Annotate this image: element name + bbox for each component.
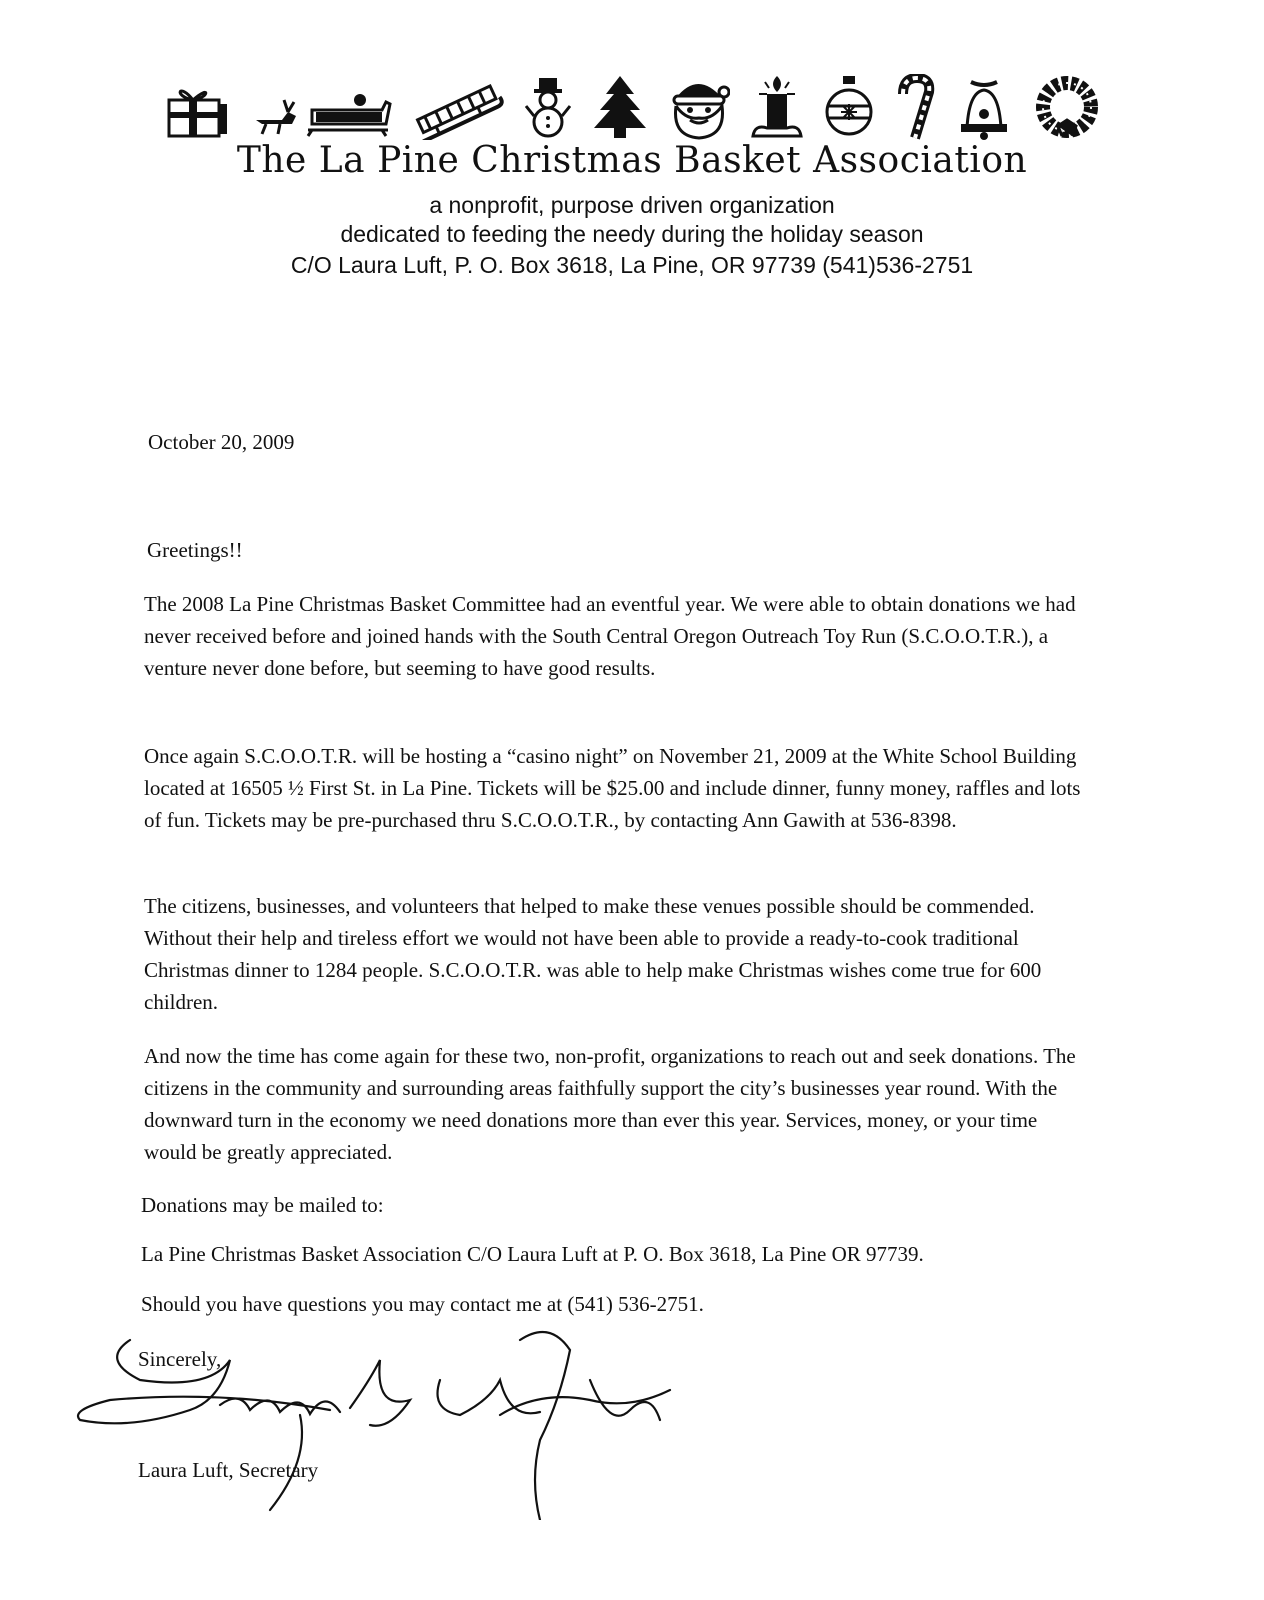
paragraph-casino-night: Once again S.C.O.O.T.R. will be hosting a “casino night” on November 21, 2009 at the White School Building located at 16505 ½ First St. in La Pine. Tickets will be $25.00 and include dinner, funny money, raffles and lots of fun. Tickets may be pre-purchased thru S.C.O.O.T.R., by contacting Ann Gawith at 536-8398. xyxy=(144,744,1081,832)
signer-name-title: Laura Luft, Secretary xyxy=(138,1458,319,1482)
donations-mail-address: La Pine Christmas Basket Association C/O Laura Luft at P. O. Box 3618, La Pine OR 97739. xyxy=(141,1242,924,1266)
sled-icon xyxy=(412,84,504,140)
tree-icon xyxy=(592,74,648,140)
tagline-mission: dedicated to feeding the needy during the holiday season xyxy=(340,221,924,247)
ornament-icon xyxy=(824,74,874,140)
donations-mail-label: Donations may be mailed to: xyxy=(141,1193,384,1217)
paragraph-thanks: The citizens, businesses, and volunteers that helped to make these venues possible should be commended. Without their help and tireless effort we would not have been able to provide a ready-to-cook traditional Christmas dinner to 1284 people. S.C.O.O.T.R. was able to help make Christmas wishes come true for 600 children. xyxy=(144,894,1042,1014)
contact-line: Should you have questions you may contact me at (541) 536-2751. xyxy=(141,1292,704,1316)
letter-greeting: Greetings!! xyxy=(147,538,243,562)
letter-date: October 20, 2009 xyxy=(148,430,295,454)
paragraph-donation-request: And now the time has come again for these two, non-profit, organizations to reach out and seek donations. The citizens in the community and surrounding areas faithfully support the city’s businesses year round. With the downward turn in the economy we need donations more than ever this year. Services, money, or your time would be greatly appreciated. xyxy=(144,1044,1076,1164)
santa-icon xyxy=(668,76,730,140)
wreath-icon xyxy=(1034,74,1100,140)
handwritten-signature xyxy=(70,1320,690,1520)
gift-icon xyxy=(165,78,231,140)
header-address: C/O Laura Luft, P. O. Box 3618, La Pine, OR 97739 (541)536-2751 xyxy=(290,252,974,278)
sleigh-icon xyxy=(252,90,392,140)
candy-cane-icon xyxy=(895,74,935,140)
bell-icon xyxy=(955,78,1013,140)
letter-closing: Sincerely, xyxy=(138,1347,222,1371)
candle-icon xyxy=(751,74,803,140)
paragraph-2008-summary: The 2008 La Pine Christmas Basket Committee had an eventful year. We were able to obtain donations we had never received before and joined hands with the South Central Oregon Outreach Toy Run (S.C.O.O.T.R.), a venture never done before, but seeming to have good results. xyxy=(144,592,1076,680)
organization-name: The La Pine Christmas Basket Association xyxy=(236,140,1028,181)
holiday-icon-row xyxy=(165,66,1100,140)
tagline-nonprofit: a nonprofit, purpose driven organization xyxy=(429,192,835,218)
snowman-icon xyxy=(525,76,571,140)
